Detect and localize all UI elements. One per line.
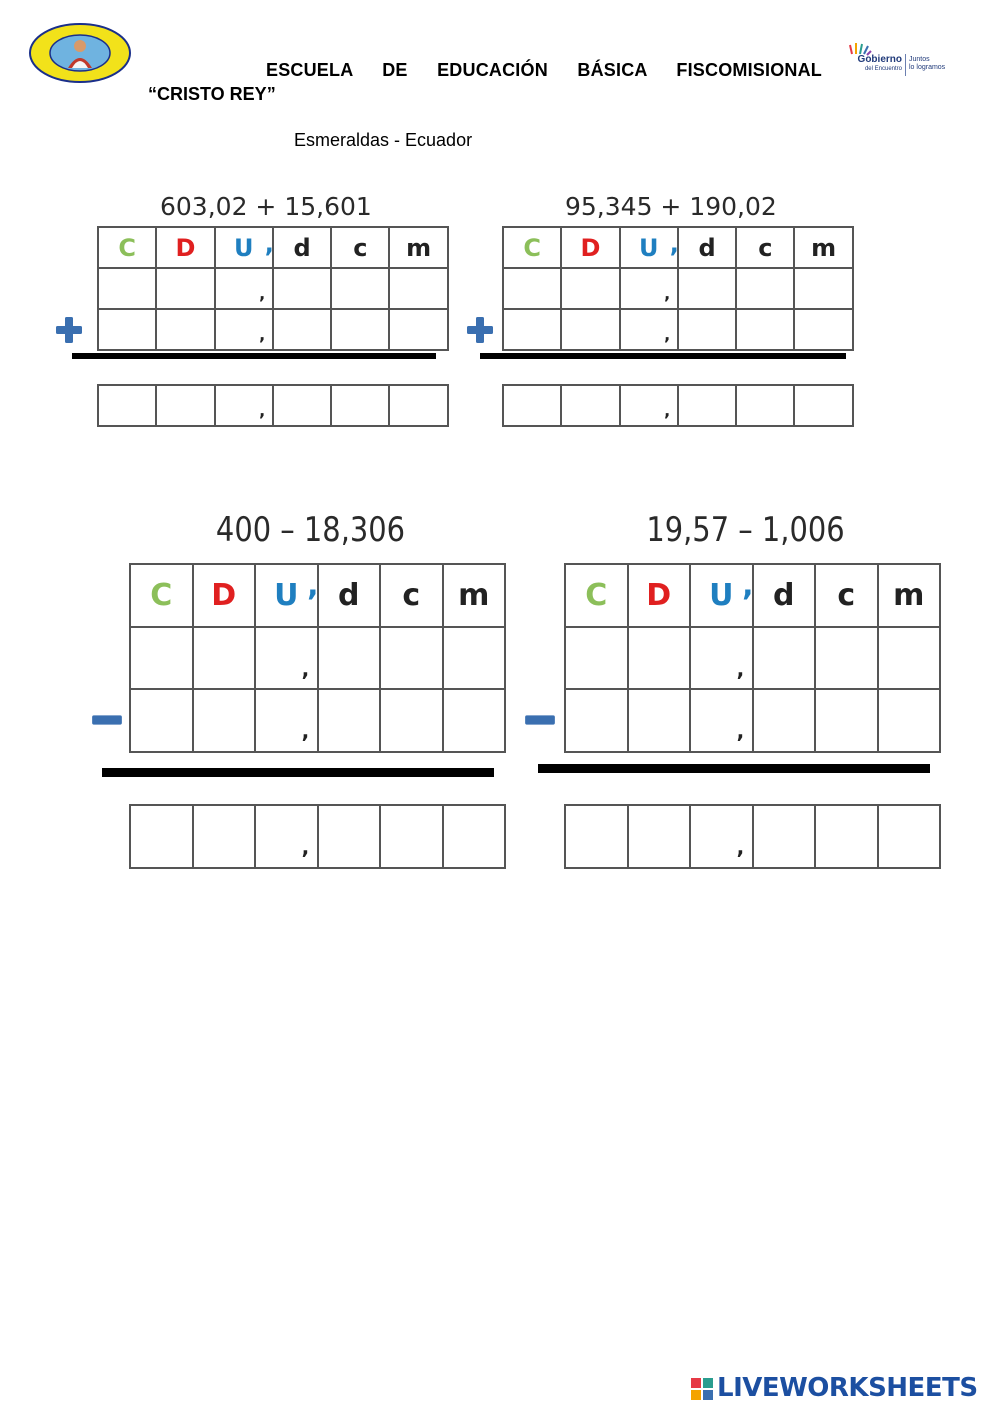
digit-cell[interactable] (690, 689, 753, 752)
decimal-comma: , (259, 325, 266, 345)
digit-cell[interactable] (380, 627, 443, 690)
digit-cell[interactable] (736, 309, 794, 350)
column-header-label: d (293, 233, 311, 262)
digit-cell[interactable] (561, 309, 619, 350)
digit-cell[interactable] (620, 309, 678, 350)
digit-cell[interactable] (628, 627, 691, 690)
digit-cell[interactable] (215, 385, 273, 426)
column-header-c (380, 564, 443, 627)
digit-cell[interactable] (794, 385, 852, 426)
column-header-d (753, 564, 816, 627)
column-header-label: C (118, 233, 136, 262)
gov-slogan-line-2: lo logramos (909, 64, 946, 71)
column-header-label: D (580, 233, 601, 262)
digit-cell[interactable] (273, 268, 331, 309)
column-header-d (678, 227, 736, 268)
column-header-label: c (353, 233, 368, 262)
digit-cell[interactable] (215, 268, 273, 309)
column-header-U (690, 564, 753, 627)
result-rule (538, 764, 930, 773)
digit-cell[interactable] (255, 627, 318, 690)
column-header-c (331, 227, 389, 268)
column-header-label: m (893, 577, 925, 613)
column-header-C (130, 564, 193, 627)
place-value-grid (564, 563, 941, 753)
digit-cell[interactable] (678, 309, 736, 350)
digit-cell[interactable] (878, 627, 941, 690)
digit-cell[interactable] (273, 385, 331, 426)
gov-sub: del Encuentro (864, 66, 902, 72)
digit-cell[interactable] (815, 805, 878, 868)
column-header-label: d (698, 233, 716, 262)
digit-cell[interactable] (331, 385, 389, 426)
digit-cell[interactable] (565, 805, 628, 868)
digit-cell[interactable] (273, 309, 331, 350)
column-header-label: U (638, 233, 659, 262)
column-header-D (193, 564, 256, 627)
digit-cell[interactable] (565, 689, 628, 752)
digit-cell[interactable] (878, 689, 941, 752)
digit-cell[interactable] (690, 627, 753, 690)
column-header-m (443, 564, 506, 627)
digit-cell[interactable] (736, 268, 794, 309)
digit-cell[interactable] (620, 385, 678, 426)
exercise-title: 603,02 + 15,601 (160, 192, 372, 221)
decimal-comma: , (736, 656, 745, 681)
digit-cell[interactable] (628, 689, 691, 752)
decimal-comma: , (664, 401, 671, 421)
gov-slogan-line-1: Juntos (909, 56, 930, 63)
exercise-title: 95,345 + 190,02 (565, 192, 777, 221)
column-header-label: U (233, 233, 254, 262)
gov-separator (905, 54, 906, 76)
digit-cell[interactable] (561, 385, 619, 426)
place-value-grid (502, 226, 854, 351)
place-value-grid (97, 226, 449, 351)
column-header-label: d (338, 577, 360, 613)
digit-cell[interactable] (130, 805, 193, 868)
digit-cell[interactable] (443, 689, 506, 752)
column-header-label: m (406, 233, 432, 262)
digit-cell[interactable] (628, 805, 691, 868)
digit-cell[interactable] (565, 627, 628, 690)
exercise-title: 19,57 – 1,006 (646, 510, 845, 550)
plus-icon (466, 316, 494, 344)
minus-icon (91, 704, 123, 736)
decimal-comma: , (664, 325, 671, 345)
column-header-label: c (837, 577, 856, 613)
decimal-comma: , (259, 401, 266, 421)
column-header-label: m (458, 577, 490, 613)
column-header-label: C (523, 233, 541, 262)
decimal-comma: , (669, 229, 679, 258)
result-rule (480, 353, 846, 359)
digit-cell[interactable] (389, 268, 447, 309)
column-header-C (565, 564, 628, 627)
digit-cell[interactable] (443, 627, 506, 690)
digit-cell[interactable] (193, 689, 256, 752)
digit-cell[interactable] (736, 385, 794, 426)
digit-cell[interactable] (753, 805, 816, 868)
column-header-label: m (811, 233, 837, 262)
digit-cell[interactable] (98, 385, 156, 426)
column-header-label: C (585, 577, 608, 613)
liveworksheets-logo-icon (691, 1378, 713, 1400)
digit-cell[interactable] (794, 309, 852, 350)
place-value-grid (129, 563, 506, 753)
digit-cell[interactable] (98, 268, 156, 309)
column-header-label: D (211, 577, 237, 613)
column-header-label: C (150, 577, 173, 613)
digit-cell[interactable] (389, 309, 447, 350)
liveworksheets-wordmark: LIVEWORKSHEETS (717, 1373, 978, 1403)
column-header-C (98, 227, 156, 268)
digit-cell[interactable] (156, 309, 214, 350)
digit-cell[interactable] (215, 309, 273, 350)
answer-grid (97, 384, 449, 427)
decimal-comma: , (259, 284, 266, 304)
answer-grid (129, 804, 506, 869)
decimal-comma: , (301, 656, 310, 681)
school-logo (28, 22, 132, 84)
decimal-comma: , (301, 835, 310, 860)
digit-cell[interactable] (318, 627, 381, 690)
location: Esmeraldas - Ecuador (294, 130, 473, 150)
digit-cell[interactable] (331, 309, 389, 350)
digit-cell[interactable] (753, 689, 816, 752)
decimal-comma: , (736, 719, 745, 744)
column-header-D (561, 227, 619, 268)
column-header-c (815, 564, 878, 627)
digit-cell[interactable] (815, 627, 878, 690)
digit-cell[interactable] (380, 689, 443, 752)
exercise-title: 400 – 18,306 (215, 510, 406, 550)
government-logo (844, 42, 952, 78)
column-header-c (736, 227, 794, 268)
digit-cell[interactable] (678, 268, 736, 309)
column-header-label: D (175, 233, 196, 262)
digit-cell[interactable] (380, 805, 443, 868)
digit-cell[interactable] (690, 805, 753, 868)
result-rule (72, 353, 436, 359)
column-header-label: c (402, 577, 421, 613)
column-header-label: c (758, 233, 773, 262)
digit-cell[interactable] (389, 385, 447, 426)
result-rule (102, 768, 494, 777)
gov-slogan (909, 56, 953, 72)
digit-cell[interactable] (130, 689, 193, 752)
digit-cell[interactable] (318, 805, 381, 868)
column-header-D (628, 564, 691, 627)
column-header-U (215, 227, 273, 268)
column-header-m (389, 227, 447, 268)
decimal-comma: , (736, 835, 745, 860)
digit-cell[interactable] (156, 385, 214, 426)
school-name: “CRISTO REY” (148, 84, 276, 104)
column-header-label: D (646, 577, 672, 613)
column-header-C (503, 227, 561, 268)
digit-cell[interactable] (503, 309, 561, 350)
digit-cell[interactable] (620, 268, 678, 309)
column-header-m (878, 564, 941, 627)
digit-cell[interactable] (815, 689, 878, 752)
digit-cell[interactable] (503, 268, 561, 309)
digit-cell[interactable] (318, 689, 381, 752)
column-header-m (794, 227, 852, 268)
column-header-label: U (274, 577, 299, 613)
school-title: ESCUELA DE EDUCACIÓN BÁSICA FISCOMISIONAL (266, 60, 822, 80)
digit-cell[interactable] (255, 689, 318, 752)
column-header-D (156, 227, 214, 268)
answer-grid (564, 804, 941, 869)
digit-cell[interactable] (98, 309, 156, 350)
column-header-label: d (773, 577, 795, 613)
digit-cell[interactable] (130, 627, 193, 690)
digit-cell[interactable] (503, 385, 561, 426)
column-header-U (620, 227, 678, 268)
answer-grid (502, 384, 854, 427)
column-header-label: U (709, 577, 734, 613)
digit-cell[interactable] (193, 805, 256, 868)
digit-cell[interactable] (193, 627, 256, 690)
digit-cell[interactable] (156, 268, 214, 309)
decimal-comma: , (307, 568, 319, 604)
digit-cell[interactable] (678, 385, 736, 426)
digit-cell[interactable] (794, 268, 852, 309)
digit-cell[interactable] (255, 805, 318, 868)
decimal-comma: , (264, 229, 274, 258)
digit-cell[interactable] (878, 805, 941, 868)
digit-cell[interactable] (561, 268, 619, 309)
digit-cell[interactable] (331, 268, 389, 309)
decimal-comma: , (664, 284, 671, 304)
gov-name: Gobierno (857, 54, 902, 65)
digit-cell[interactable] (753, 627, 816, 690)
column-header-d (318, 564, 381, 627)
column-header-d (273, 227, 331, 268)
column-header-U (255, 564, 318, 627)
digit-cell[interactable] (443, 805, 506, 868)
minus-icon (524, 704, 556, 736)
decimal-comma: , (742, 568, 754, 604)
decimal-comma: , (301, 719, 310, 744)
plus-icon (55, 316, 83, 344)
